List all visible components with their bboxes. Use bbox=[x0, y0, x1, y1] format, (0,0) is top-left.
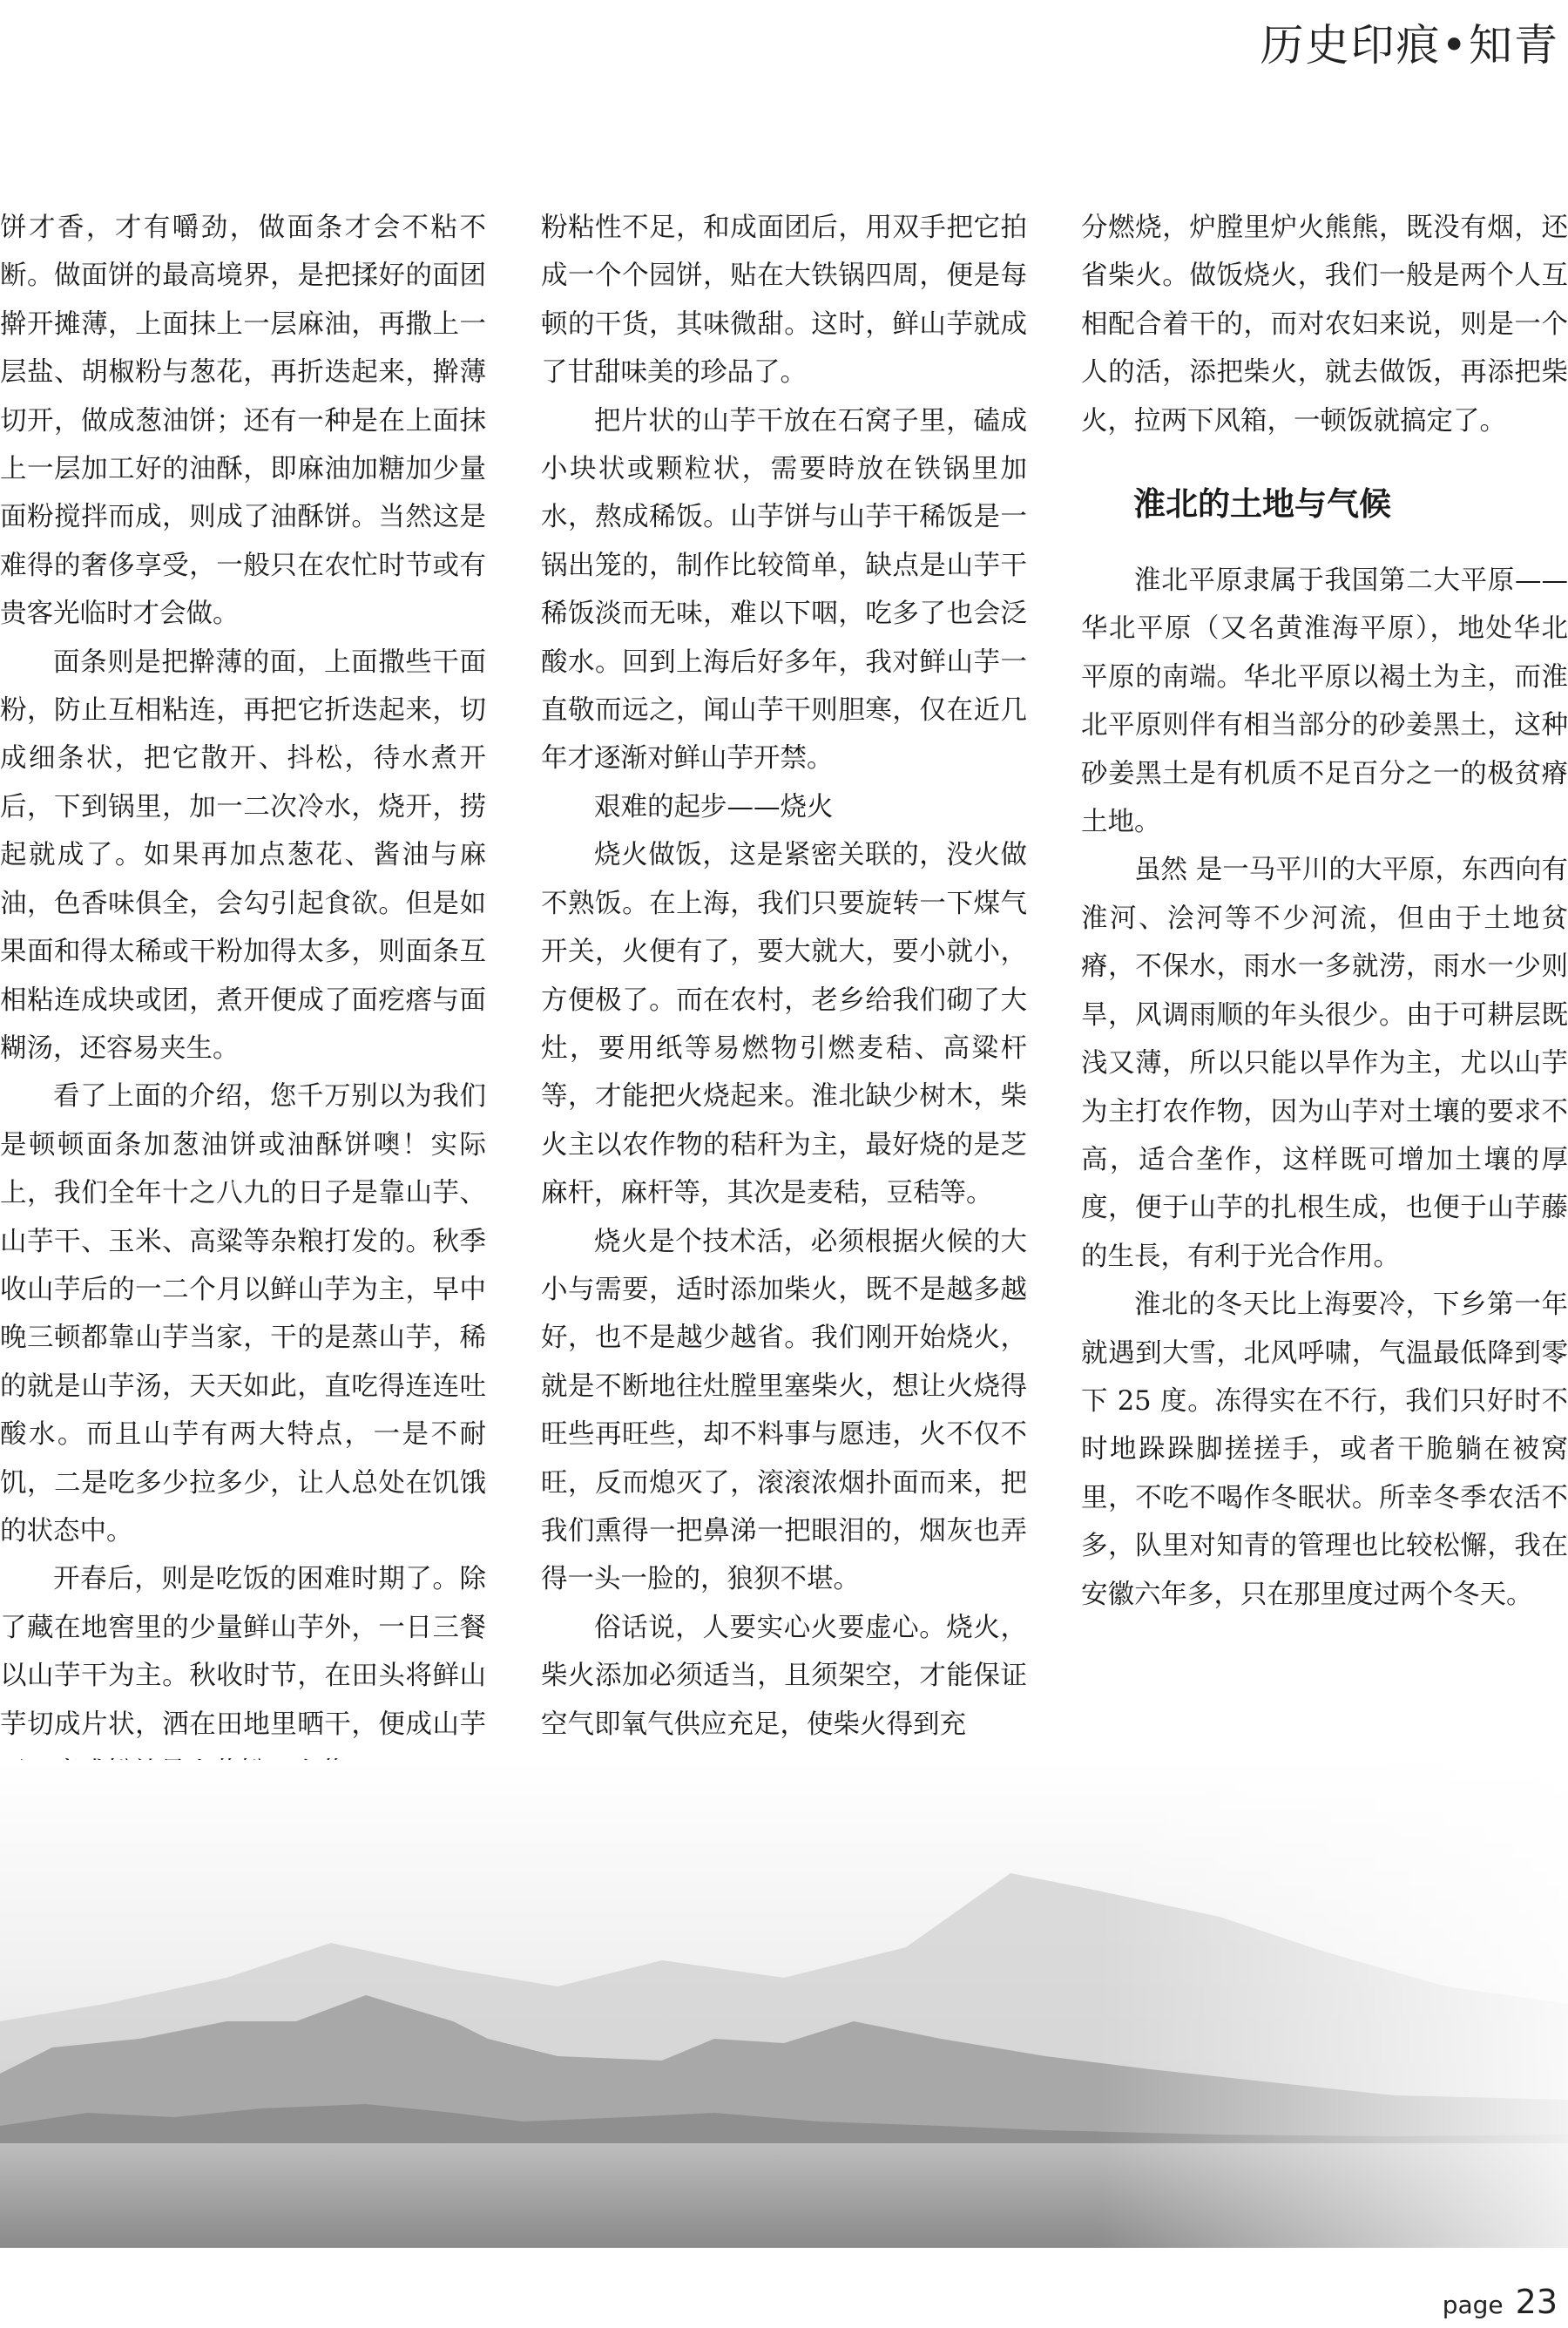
paragraph: 烧火是个技术活，必须根据火候的大小与需要，适时添加柴火，既不是越多越好，也不是越少越省。我们刚开始烧火，就是不断地往灶膛里塞柴火，想让火烧得旺些再旺些，却不料事与愿违，火不仅不旺，反而熄灭了，滚滚浓烟扑面而来，把我们熏得一把鼻涕一把眼泪的，烟灰也弄得一头一脸的，狼狈不堪。 bbox=[541, 1226, 1027, 1595]
paragraph: 面条则是把擀薄的面，上面撒些干面粉，防止互相粘连，再把它折迭起来，切成细条状，把它散开、抖松，待水煮开后，下到锅里，加一二次冷水，烧开，捞起就成了。如果再加点葱花、酱油与麻油，色香味俱全，会勾引起食欲。但是如果面和得太稀或干粉加得太多，则面条互相粘连成块或团，煮开便成了面疙瘩与面糊汤，还容易夹生。 bbox=[0, 646, 486, 1064]
page-number-value: 23 bbox=[1515, 2283, 1558, 2321]
page-number bbox=[1443, 2283, 1558, 2321]
paragraph: 淮北的冬天比上海要冷，下乡第一年就遇到大雪，北风呼啸，气温最低降到零下 25 度。冻得实在不行，我们只好时不时地跺跺脚搓搓手，或者干脆躺在被窝里，不吃不喝作冬眠状。所幸冬季农活不多，队里对知青的管理也比较松懈，我在安徽六年多，只在那里度过两个冬天。 bbox=[1081, 1289, 1568, 1610]
column-3 bbox=[1081, 204, 1568, 1619]
subheading-inline: 艰难的起步——烧火 bbox=[594, 791, 834, 822]
paragraph: 饼才香，才有嚼劲，做面条才会不粘不断。做面饼的最高境界，是把揉好的面团擀开摊薄，上面抹上一层麻油，再撒上一层盐、胡椒粉与葱花，再折迭起来，擀薄切开，做成葱油饼；还有一种是在上面抹上一层加工好的油酥，即麻油加糖加少量面粉搅拌而成，则成了油酥饼。当然这是难得的奢侈享受，一般只在农忙时节或有贵客光临时才会做。 bbox=[0, 213, 486, 630]
column-1 bbox=[0, 204, 486, 1797]
column-2 bbox=[541, 204, 1027, 1749]
paragraph: 俗话说，人要实心火要虚心。烧火，柴火添加必须适当，且须架空，才能保证空气即氧气供应充足，使柴火得到充 bbox=[541, 1612, 1027, 1740]
paragraph: 粉粘性不足，和成面团后，用双手把它拍成一个个园饼，贴在大铁锅四周，便是每顿的干货，其味微甜。这时，鲜山芋就成了甘甜味美的珍品了。 bbox=[541, 213, 1027, 389]
section-title: 历史印痕•知青 bbox=[1260, 20, 1559, 71]
paragraph: 淮北平原隶属于我国第二大平原——华北平原（又名黄淮海平原），地处华北平原的南端。华北平原以褐土为主，而淮北平原则伴有相当部分的砂姜黑土，这种砂姜黑土是有机质不足百分之一的极贫瘠土地。 bbox=[1081, 565, 1568, 838]
page-label: page bbox=[1442, 2291, 1504, 2319]
landscape-photo bbox=[0, 1760, 1568, 2248]
paragraph: 看了上面的介绍，您千万别以为我们是顿顿面条加葱油饼或油酥饼噢！实际上，我们全年十之八九的日子是靠山芋、山芋干、玉米、高粱等杂粮打发的。秋季收山芋后的一二个月以鲜山芋为主，早中晚三顿都靠山芋当家，干的是蒸山芋，稀的就是山芋汤，天天如此，直吃得连连吐酸水。而且山芋有两大特点，一是不耐饥，二是吃多少拉多少，让人总处在饥饿的状态中。 bbox=[0, 1081, 486, 1546]
paragraph: 把片状的山芋干放在石窝子里，磕成小块状或颗粒状，需要時放在铁锅里加水，熬成稀饭。山芋饼与山芋干稀饭是一锅出笼的，制作比较简单，缺点是山芋干稀饭淡而无味，难以下咽，吃多了也会泛酸水。回到上海后好多年，我对鲜山芋一直敬而远之，闻山芋干则胆寒，仅在近几年才逐渐对鲜山芋开禁。 bbox=[541, 405, 1027, 775]
paragraph: 虽然 是一马平川的大平原，东西向有淮河、浍河等不少河流，但由于土地贫瘠，不保水，雨水一多就涝，雨水一少则旱，风调雨顺的年头很少。由于可耕层既浅又薄，所以只能以旱作为主，尤以山芋为主打农作物，因为山芋对土壤的要求不高，适合垄作，这样既可增加土壤的厚度，便于山芋的扎根生成，也便于山芋藤的生長，有利于光合作用。 bbox=[1081, 855, 1568, 1272]
paragraph: 烧火做饭，这是紧密关联的，没火做不熟饭。在上海，我们只要旋转一下煤气开关，火便有了，要大就大，要小就小，方便极了。而在农村，老乡给我们砌了大灶，要用纸等易燃物引燃麦秸、高粱杆等，才能把火烧起来。淮北缺少树木，柴火主以农作物的秸秆为主，最好烧的是芝麻杆，麻杆等，其次是麦秸，豆秸等。 bbox=[541, 840, 1027, 1209]
paragraph: 分燃烧，炉膛里炉火熊熊，既没有烟，还省柴火。做饭烧火，我们一般是两个人互相配合着干的，而对农妇来说，则是一个人的活，添把柴火，就去做饭，再添把柴火，拉两下风箱，一顿饭就搞定了。 bbox=[1081, 213, 1568, 436]
paragraph: 开春后，则是吃饭的困难时期了。除了藏在地窖里的少量鲜山芋外，一日三餐以山芋干为主。秋收时节，在田头将鲜山芋切成片状，洒在田地里晒干，便成山芋 bbox=[0, 1564, 486, 1740]
section-heading: 淮北的土地与气候 bbox=[1133, 485, 1391, 524]
